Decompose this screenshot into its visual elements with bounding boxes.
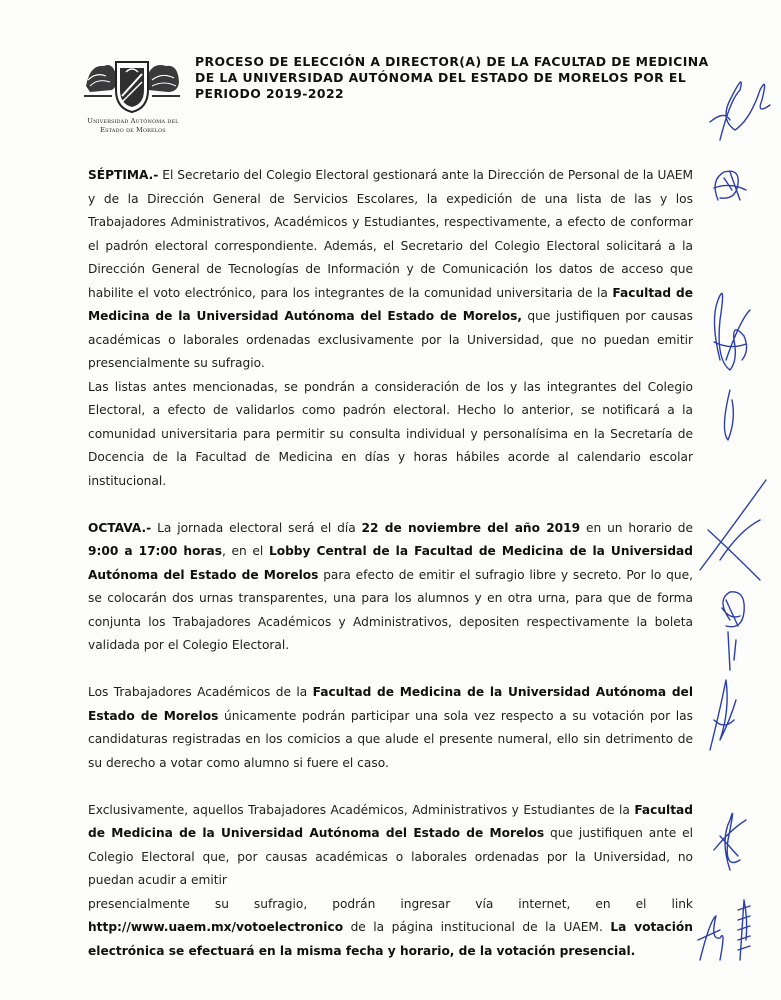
octava-text-2: en un horario de (580, 520, 693, 535)
spread-word: sufragio, (253, 896, 308, 911)
signature-5-icon (722, 592, 744, 670)
academicos-text-2: únicamente podrán participar una sola vez respecto a su votación por las candidaturas registradas en los comicios a que alude el presente numeral, ello sin detrimento de su derecho a votar como alumno si fuere el caso. (88, 708, 693, 770)
signature-1-icon (720, 82, 770, 140)
exclusivamente-bold-faculty: Facultad de Medicina de la Universidad Autónoma del Estado de Morelos (88, 802, 693, 840)
septima-paragraph (88, 164, 693, 376)
spread-word: internet, (518, 896, 571, 911)
exclusivamente-paragraph-end (88, 916, 693, 963)
septima-bold-faculty: Facultad de Medicina de la Universidad Autónoma del Estado de Morelos, (88, 285, 693, 323)
exclusivamente-bold-end: La votación electrónica se efectuará en la misma fecha y horario, de la votación presencial. (88, 920, 693, 958)
title-line3: PERIODO 2019-2022 (195, 86, 345, 101)
margin-signatures (690, 60, 780, 1000)
signature-8-icon (698, 916, 723, 960)
paragraph-gap (88, 775, 693, 799)
paragraph-gap (88, 493, 693, 517)
octava-heading: OCTAVA.- (88, 520, 152, 535)
spread-word: ingresar (400, 896, 451, 911)
exclusivamente-text-1: Exclusivamente, aquellos Trabajadores Académicos, Administrativos y Estudiantes de la (88, 802, 635, 817)
academicos-text-1: Los Trabajadores Académicos de la (88, 685, 313, 699)
spread-word: vía (475, 896, 494, 911)
octava-paragraph (88, 517, 693, 658)
spread-word: el (635, 896, 647, 911)
paragraph-gap (88, 658, 693, 682)
septima-paragraph-2: Las listas antes mencionadas, se pondrán a consideración de los y las integrantes del Colegio Electoral, a efecto de validarlos como padrón electoral. Hecho lo anterior, se notificará a la comunidad universitaria para permitir su consulta individual y personalísima en la Secretaría de Docencia de la Facultad de Medicina en días y horas hábiles acorde al calendario escolar institucional. (88, 379, 693, 488)
septima-heading: SÉPTIMA.- (88, 168, 159, 182)
exclusivamente-text-2: que justifiquen ante el Colegio Electoral que, por causas académicas o laborales ordenadas por la Universidad, no puedan acudir a emitir (88, 826, 693, 887)
signature-6-icon (710, 680, 736, 750)
academicos-bold-faculty: Facultad de Medicina de la Universidad Autónoma del Estado de Morelos (88, 685, 693, 723)
spread-line (88, 893, 693, 917)
university-seal (78, 56, 188, 135)
spread-word: link (671, 896, 693, 911)
octava-text-4: para efecto de emitir el sufragio libre y secreto. Por lo que, se colocarán dos urnas transparentes, una para los alumnos y en otra urna, para que de forma conjunta los Trabajadores Académicos y Administrativos, depositen respectivamente la boleta validada por el Colegio Electoral. (88, 567, 694, 652)
spread-word: presencialmente (88, 896, 190, 911)
title-line1: PROCESO DE ELECCIÓN A DIRECTOR(A) DE LA FACULTAD DE MEDICINA (195, 54, 709, 69)
exclusivamente-paragraph (88, 799, 693, 893)
spread-word: su (214, 896, 229, 911)
uaem-logo-icon (82, 56, 182, 114)
voting-link: http://www.uaem.mx/votoelectronico (88, 920, 344, 934)
university-name-line1: Universidad Autónoma del (87, 117, 179, 125)
university-name-line2: Estado de Morelos (100, 126, 166, 134)
signature-4-icon (700, 480, 766, 580)
title-line2: DE LA UNIVERSIDAD AUTÓNOMA DEL ESTADO DE MORELOS POR EL (195, 70, 687, 85)
octava-text-1: La jornada electoral será el día (151, 520, 362, 535)
signature-9-icon (738, 900, 750, 960)
spread-word: en (595, 896, 611, 911)
spread-word: podrán (332, 896, 376, 911)
document-title (195, 54, 709, 102)
signature-7-icon (714, 813, 746, 870)
octava-date: 22 de noviembre del año 2019 (361, 520, 581, 535)
octava-hours: 9:00 a 17:00 horas (88, 544, 222, 558)
septima-text-a: El Secretario del Colegio Electoral gestionará ante la Dirección de Personal de la UAEM y de la Dirección General de Servicios Escolares, la expedición de una lista de las y los Trabajadores Administrativos, Académicos y Estudiantes, respectivamente, a efecto de conformar el padrón electoral correspondiente. Además, el Secretario del Colegio Electoral solicitará a la Dirección General de Tecnologías de Información y de Comunicación los datos de acceso que habilite el voto electrónico, para los integrantes de la comunidad universitaria de la (88, 168, 693, 300)
septima-text-b: que justifiquen por causas académicas o laborales ordenadas exclusivamente por la Universidad, que no puedan emitir presencialmente su sufragio. (88, 309, 693, 370)
exclusivamente-text-3: de la página institucional de la UAEM. (343, 920, 611, 934)
signature-2-icon (714, 171, 746, 200)
octava-place: Lobby Central de la Facultad de Medicina de la Universidad Autónoma del Estado de Morelos (88, 544, 693, 582)
octava-text-3: , en el (221, 544, 269, 558)
academicos-paragraph (88, 681, 693, 775)
document-body (88, 164, 693, 963)
signature-3-icon (714, 293, 750, 370)
university-name (78, 117, 188, 135)
